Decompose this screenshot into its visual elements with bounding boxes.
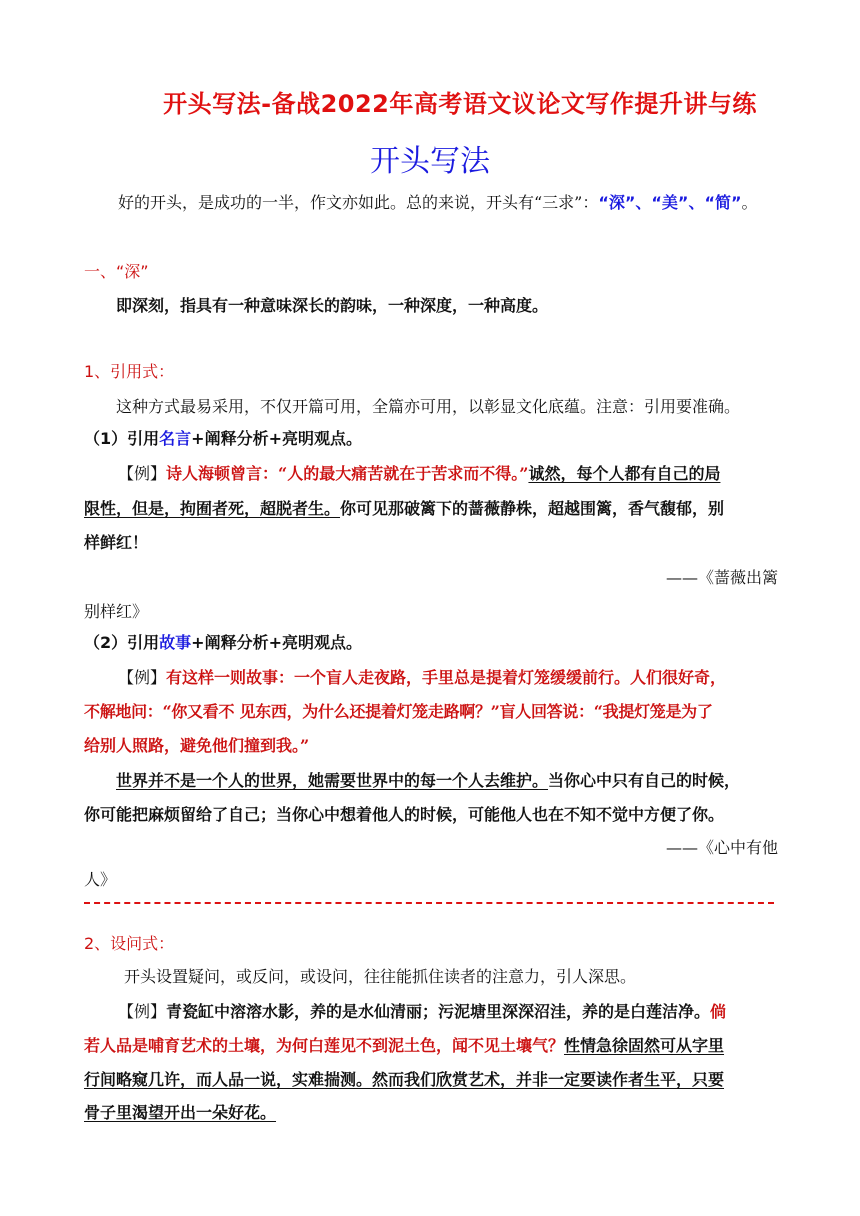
item1-sub2: [84, 633, 784, 653]
sub1-key: 名言: [159, 429, 192, 448]
section1-heading: 一、“深”: [84, 262, 149, 281]
item2-heading: 2、设问式：: [84, 934, 175, 953]
sub2-key: 故事: [159, 633, 192, 652]
ex2-line4: [116, 771, 816, 791]
ex2-source-b: 人》: [84, 870, 117, 889]
ex2-line1: [118, 668, 818, 688]
document-subtitle: 开头写法: [370, 144, 490, 179]
ex3-tag: 【例】: [118, 1002, 167, 1021]
intro-text: 好的开头，是成功的一半，作文亦如此。总的来说，开头有“三求”：: [118, 193, 599, 212]
item1-sub1: [84, 429, 784, 449]
section1-desc: 即深刻，指具有一种意味深长的韵味，一种深度，一种高度。: [116, 296, 549, 315]
ex1-line1: [118, 464, 818, 484]
ex2-source-a: ——《心中有他: [665, 838, 778, 857]
ex2-line3: 给别人照路，避免他们撞到我。”: [84, 736, 310, 755]
ex1-tag: 【例】: [118, 464, 167, 483]
intro-highlight: “深”、“美”、“简”: [598, 193, 742, 212]
sub1-prefix: （1）引用: [84, 429, 160, 448]
ex2-tag: 【例】: [118, 668, 167, 687]
ex3-underline-a: 性情急徐固然可从字里: [564, 1036, 725, 1055]
ex3-text-a: 青瓷缸中溶溶水影，养的是水仙清丽；污泥塘里深深沼洼，养的是白莲洁净。: [166, 1002, 711, 1021]
item2-desc: 开头设置疑问，或反问，或设问，往往能抓住读者的注意力，引人深思。: [124, 967, 637, 986]
ex1-source-a: ——《蔷薇出篱: [665, 568, 778, 587]
document-title: 开头写法-备战2022年高考语文议论文写作提升讲与练: [163, 90, 757, 118]
ex3-line4: 骨子里渴望开出一朵好花。: [84, 1103, 277, 1122]
ex3-red-b: 若人品是哺育艺术的土壤，为何白莲见不到泥土色，闻不见土壤气？: [84, 1036, 565, 1055]
sub1-suffix: +阐释分析+亮明观点。: [191, 429, 362, 448]
ex3-line3: 行间略窥几许，而人品一说，实难揣测。然而我们欣赏艺术，并非一定要读作者生平，只要: [84, 1070, 725, 1089]
ex3-line1: [118, 1002, 818, 1022]
item1-heading: 1、引用式：: [84, 362, 175, 381]
ex2-red-a: 有这样一则故事：一个盲人走夜路，手里总是提着灯笼缓缓前行。人们很好奇，: [166, 668, 727, 687]
ex1-line2: [84, 499, 784, 519]
ex2-line5: 你可能把麻烦留给了自己；当你心中想着他人的时候，可能他人也在不知不觉中方便了你。: [84, 805, 725, 824]
ex1-line3: 样鲜红！: [84, 533, 149, 552]
ex1-rest: 你可见那破篱下的蔷薇静株，超越围篱，香气馥郁，别: [340, 499, 725, 518]
intro-end: 。: [741, 193, 758, 212]
ex3-red-a: 倘: [710, 1002, 727, 1021]
sub2-suffix: +阐释分析+亮明观点。: [191, 633, 362, 652]
ex1-underline-a: 诚然，每个人都有自己的局: [528, 464, 721, 483]
ex2-underline: 世界并不是一个人的世界，她需要世界中的每一个人去维护。: [116, 771, 549, 790]
intro-paragraph: [118, 193, 818, 213]
item1-desc: 这种方式最易采用，不仅开篇可用，全篇亦可用，以彰显文化底蕴。注意：引用要准确。: [116, 397, 741, 416]
ex1-underline-b: 限性，但是，拘囿者死，超脱者生。: [84, 499, 341, 518]
sub2-prefix: （2）引用: [84, 633, 160, 652]
ex2-line2: 不解地问：“你又看不 见东西，为什么还提着灯笼走路啊？”盲人回答说：“我提灯笼是为了: [84, 702, 713, 721]
dashed-divider: [84, 902, 774, 904]
ex2-rest: 当你心中只有自己的时候，: [548, 771, 741, 790]
ex3-line2: [84, 1036, 784, 1056]
ex1-source-b: 别样红》: [84, 602, 149, 621]
ex1-quote: 诗人海顿曾言：“人的最大痛苦就在于苦求而不得。”: [166, 464, 529, 483]
